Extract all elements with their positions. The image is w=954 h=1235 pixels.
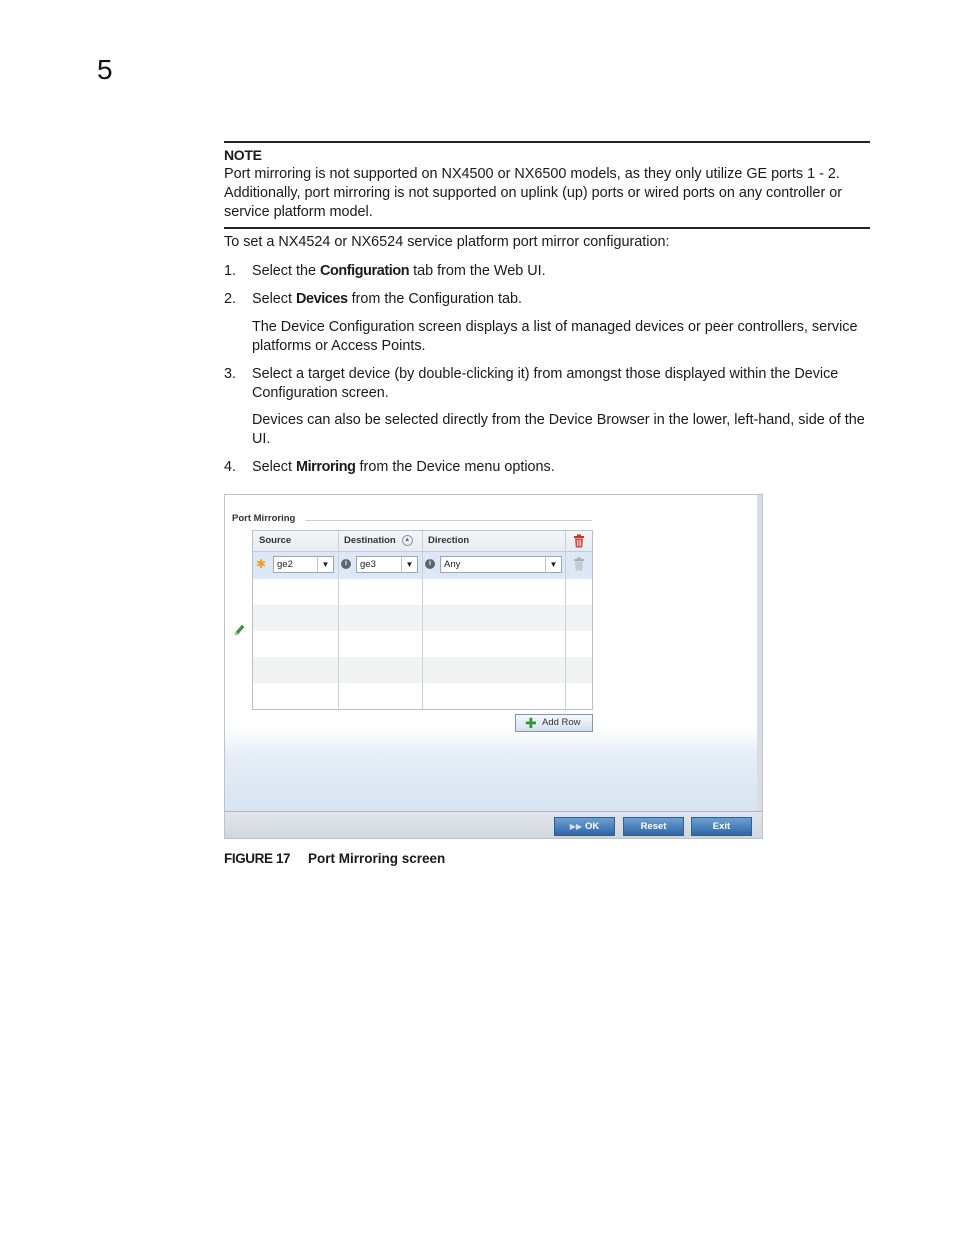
step-3	[224, 365, 870, 403]
button-label: Reset	[640, 821, 667, 832]
step-text: Select the	[252, 263, 320, 279]
new-row-star-icon: ✱	[256, 557, 267, 571]
step-4	[224, 458, 870, 477]
step-text: Select	[252, 459, 296, 475]
pencil-icon[interactable]	[233, 623, 245, 637]
reset-button[interactable]	[623, 817, 684, 836]
step-number: 4.	[224, 459, 237, 475]
column-label: Direction	[428, 535, 470, 546]
delete-all-trash-icon[interactable]	[573, 534, 585, 548]
column-label: Destination	[344, 535, 396, 546]
step-text: Select a target device (by double-clicking it) from amongst those displayed within the Device Configuration screen.	[252, 366, 839, 401]
info-icon[interactable]: i	[425, 559, 435, 569]
button-label: Add Row	[542, 717, 581, 728]
port-mirroring-screenshot	[224, 494, 763, 839]
ui-term: Configuration	[320, 263, 410, 279]
figure-label: FIGURE 17	[224, 851, 291, 866]
column-divider	[565, 531, 566, 709]
step-text: from the Configuration tab.	[347, 291, 522, 307]
source-select[interactable]	[273, 556, 334, 573]
step-text: Select	[252, 291, 296, 307]
step-number: 2.	[224, 291, 237, 307]
column-label: Source	[259, 535, 292, 546]
step-number: 3.	[224, 366, 237, 382]
chevron-down-icon[interactable]: ▼	[317, 557, 333, 572]
save-icon: ▶▶	[569, 822, 583, 831]
button-label: Exit	[712, 821, 731, 832]
group-divider	[305, 520, 592, 521]
step-1	[224, 262, 870, 281]
ui-term: Devices	[296, 291, 348, 307]
column-header-direction[interactable]	[422, 531, 565, 552]
chevron-down-icon[interactable]: ▼	[401, 557, 417, 572]
exit-button[interactable]	[691, 817, 752, 836]
figure-title: Port Mirroring screen	[308, 851, 446, 866]
step-3-detail: Devices can also be selected directly from the Device Browser in the lower, left-hand, side of the UI.	[252, 412, 865, 447]
add-row-button[interactable]	[515, 714, 593, 732]
step-2	[224, 290, 870, 309]
note-text: Port mirroring is not supported on NX4500 or NX6500 models, as they only utilize GE ports 1 - 2. Additionally, port mirroring is not supported on uplink (up) ports or wired ports on any controller or service platform model.	[224, 166, 843, 220]
note-title: NOTE	[224, 147, 262, 163]
chevron-down-icon[interactable]: ▼	[545, 557, 561, 572]
button-label: OK	[585, 821, 600, 832]
step-2-detail: The Device Configuration screen displays a list of managed devices or peer controllers, service platforms or Access Points.	[252, 319, 858, 354]
step-text: from the Device menu options.	[355, 459, 555, 475]
group-label: Port Mirroring	[232, 513, 296, 524]
ui-term: Mirroring	[296, 459, 356, 475]
ok-button[interactable]	[554, 817, 615, 836]
step-number: 1.	[224, 263, 237, 279]
plus-icon: ✚	[525, 715, 537, 731]
column-header-source[interactable]	[253, 531, 338, 552]
chapter-number: 5	[97, 54, 113, 85]
column-header-destination[interactable]	[338, 531, 422, 552]
delete-row-trash-icon[interactable]	[573, 557, 585, 571]
select-value: ge3	[360, 559, 376, 570]
column-divider	[338, 531, 339, 709]
figure-caption	[224, 851, 446, 866]
mirroring-table	[252, 530, 593, 710]
select-value: ge2	[277, 559, 293, 570]
column-divider	[422, 531, 423, 709]
sort-icon[interactable]: ▲	[402, 535, 413, 546]
step-text: tab from the Web UI.	[409, 263, 546, 279]
intro-text: To set a NX4524 or NX6524 service platform port mirror configuration:	[224, 234, 670, 250]
note-box	[224, 141, 870, 229]
select-value: Any	[444, 559, 461, 570]
destination-select[interactable]	[356, 556, 418, 573]
info-icon[interactable]: i	[341, 559, 351, 569]
direction-select[interactable]	[440, 556, 562, 573]
footer-bar	[225, 811, 762, 839]
scrollbar-edge	[757, 495, 762, 838]
